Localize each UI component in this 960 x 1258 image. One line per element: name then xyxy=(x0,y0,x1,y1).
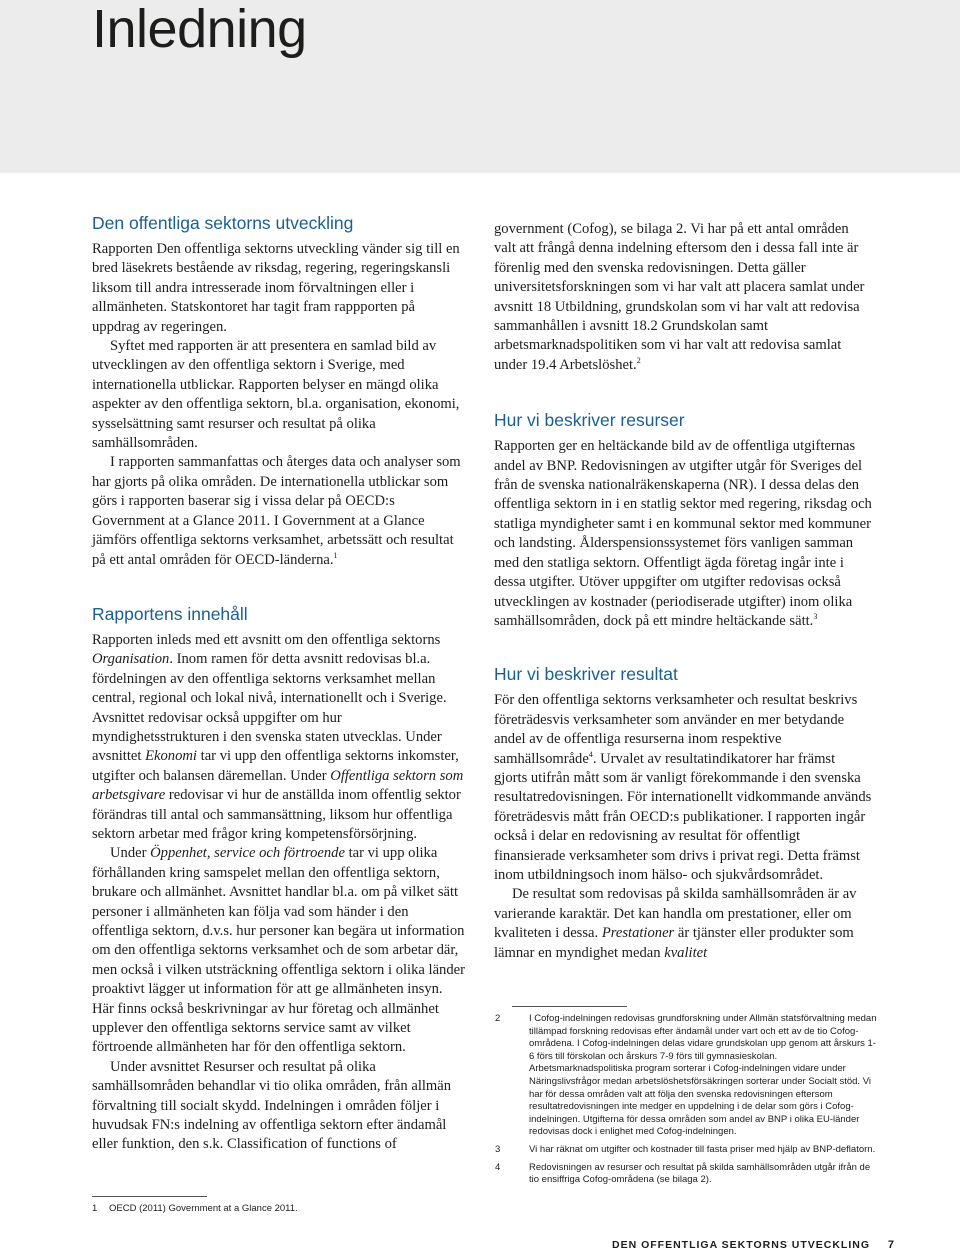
footnote-ref: 1 xyxy=(333,550,338,560)
footnote-1: 1 OECD (2011) Government at a Glance 2011. xyxy=(92,1203,298,1214)
footnote-ref: 3 xyxy=(813,612,818,622)
paragraph: Rapporten Den offentliga sektorns utveckling vänder sig till en bred läsekrets bestående av riksdag, regering, regeringskansli liksom till andra intresserade inom förvaltningen eller i allmänheten. Statskontoret har tagit fram rappporten på uppdrag av regeringen. xyxy=(92,241,460,335)
paragraph: De resultat som redovisas på skilda samhällsområden är av varierande karaktär. Det kan handla om prestationer, eller om kvaliteten i dessa. Prestationer är tjänster eller produkter som lämnar en myndighet medan kvalitet xyxy=(494,886,857,961)
page-footer xyxy=(0,1237,960,1258)
paragraph: Syftet med rapporten är att presentera en samlad bild av utvecklingen av den offentliga sektorn i Sverige, med internationella utblickar. Rapporten belyser en mängd olika aspekter av den offentliga sektorn, bl.a. organisation, ekonomi, sysselsättning samt resurser och resultat på olika samhällsområden. xyxy=(92,338,460,452)
paragraph: Rapporten ger en heltäckande bild av de offentliga utgifternas andel av BNP. Redovisningen av utgifter utgår för Sveriges del från de svenska nationalräkenskaperna (NR). I dessa delas den offentliga sektorn in i en statlig sektor med regering, riksdag och statliga myndigheter samt i en kommunal sektor med kommuner och landsting. Ålderspensionssystemet förs vanligen samman med den statliga sektorn. Offentligt ägda företag ingår inte i dessa utgifter. Utöver uppgifter om utgifter redovisas också utvecklingen av kostnader (periodiserade utgifter) inom olika samhällsområden, dock på ett mindre heltäckande sätt.$^3$ xyxy=(494,438,872,629)
footnote-ref: 2 xyxy=(636,355,641,365)
paragraph: Under Öppenhet, service och förtroende tar vi upp olika förhållanden kring samspelet mellan den offentliga sektorn, brukare och allmänhet. Avsnittet handlar bl.a. om på vilket sätt personer i allmänheten kan följa vad som händer i den offentliga sektorn, d.v.s. hur personer kan begära ut information om den offentliga sektorns verksamhet och de som arbetar där, men också i vilken utsträckning offentliga sektorn i olika länder proaktivt lägger ut information för att ge allmänheten insyn. Här finns också beskrivningar av hur företag och allmänhet upplever den offentliga sektorns service samt av vilket förtroende allmänheten har för den offentliga sektorn. xyxy=(92,845,465,1056)
left-column xyxy=(92,212,466,1155)
paragraph: I rapporten sammanfattas och återges data och analyser som har gjorts på olika områden. De internationella utblickar som görs i rapporten baserar sig i vissa delar på OECD:s Government at a Glance 2011. I Government at a Glance jämförs offentliga sektorns verksamhet, arbetssätt och resultat på ett antal områden för OECD-länderna.$^1$ xyxy=(92,454,461,568)
paragraph: Rapporten inleds med ett avsnitt om den offentliga sektorns Organisation. Inom ramen för detta avsnitt redovisas bl.a. fördelningen av den offentliga sektorns verksamhet mellan central, regional och lokal nivå, internationellt och i Sverige. Avsnittet redovisar också uppgifter om hur myndighetsstrukturen i den svenska staten utvecklas. Under avsnittet Ekonomi tar vi upp den offentliga sektorns inkomster, utgifter och balansen däremellan. Under Offentliga sektorn som arbetsgivare redovisar vi hur de anställda inom offentlig sektor förändras till antal och sammansättning, liksom hur offentliga sektorn arbetar med frågor kring kompetensförsörjning. xyxy=(92,631,464,842)
heading-report-contents: Rapportens innehåll xyxy=(92,603,248,624)
page-title: Inledning xyxy=(92,0,307,59)
footnote-area-left xyxy=(92,1196,472,1216)
footnote-3: 3 Vi har räknat om utgifter och kostnader till fasta priser med hjälp av BNP-deflatorn. xyxy=(495,1143,876,1155)
paragraph: Under avsnittet Resurser och resultat på olika samhällsområden behandlar vi tio olika områden, från allmän förvaltning till socialt skydd. Indelningen i områden följer i huvudsak FN:s indelning av offentliga sektorn efter ändamål eller funktion, den s.k. Classification of functions of xyxy=(92,1058,452,1153)
footnote-4: 4 Redovisningen av resurser och resultat på skilda samhällsområden utgår ifrån de tio ensiffriga Cofog-områdena (se bilaga 2). xyxy=(495,1161,871,1186)
footnote-ref: 4 xyxy=(588,749,593,759)
right-column xyxy=(494,220,872,963)
running-head: DEN OFFENTLIGA SEKTORNS UTVECKLING xyxy=(611,1239,870,1251)
page-number: 7 xyxy=(887,1239,894,1251)
paragraph: För den offentliga sektorns verksamheter och resultat beskrivs företrädesvis verksamheter som använder en mer betydande andel av de offentliga resurserna inom respektive samhällsområde$^4$. Urvalet av resultatindikatorer har främst gjorts utifrån mått som är vanligt förekommande i den svenska resultatredovisningen. För internationellt vidkommande används företrädesvis mått från OECD:s publikationer. I rapporten ingår också i delar en redovisning av resultat för offentligt finansierade verksamheter som drivs i privat regi. Detta främst inom utbildningsoch inom hälso- och sjukvårdsområdet. xyxy=(494,692,872,883)
footnote-area-right xyxy=(495,1006,878,1192)
footnote-2: 2 I Cofog-indelningen redovisas grundforskning under Allmän statsförvaltning medan tillämpad forskning redovisas efter ändamål under vart och ett av de tio Cofog-områdena. I Cofog-indelningen delas vidare grundskolan upp genom att årskurs 1-6 förs till förskolan och årskurs 7-9 förs till gymnasieskolan. Arbetsmarknadspolitiska program sorterar i Cofog-indelningen vidare under Näringslivsfrågor medan arbetslöshetsförsäkringen sorterar under Socialt stöd. Vi har för dessa områden valt att följa den svenska redovisningen eftersom resultatredovisningen inte medger en uppdelning i de delar som görs i Cofog-indelningen. Utgifterna för dessa områden som andel av BNP i olika EU-länder redovisas dock i enlighet med Cofog-indelningen. xyxy=(495,1013,877,1138)
footnote-divider xyxy=(512,1006,627,1007)
heading-results: Hur vi beskriver resultat xyxy=(494,664,678,685)
paragraph: government (Cofog), se bilaga 2. Vi har på ett antal områden valt att frångå denna indelning eftersom den i dessa fall inte är förenlig med den svenska redovisningen. Detta gäller universitetsforskningen som vi har valt att placera samlat under avsnitt 18 Utbildning, grundskolan som vi har valt att redovisa sammanhållen i avsnitt 18.2 Grundskolan samt arbetsmarknadspolitiken som vi har valt att redovisa samlat under 19.4 Arbetslöshet.$^2$ xyxy=(494,221,865,373)
heading-sector-development: Den offentliga sektorns utveckling xyxy=(92,213,354,233)
footnote-divider xyxy=(92,1196,207,1197)
heading-resources: Hur vi beskriver resurser xyxy=(494,410,685,431)
